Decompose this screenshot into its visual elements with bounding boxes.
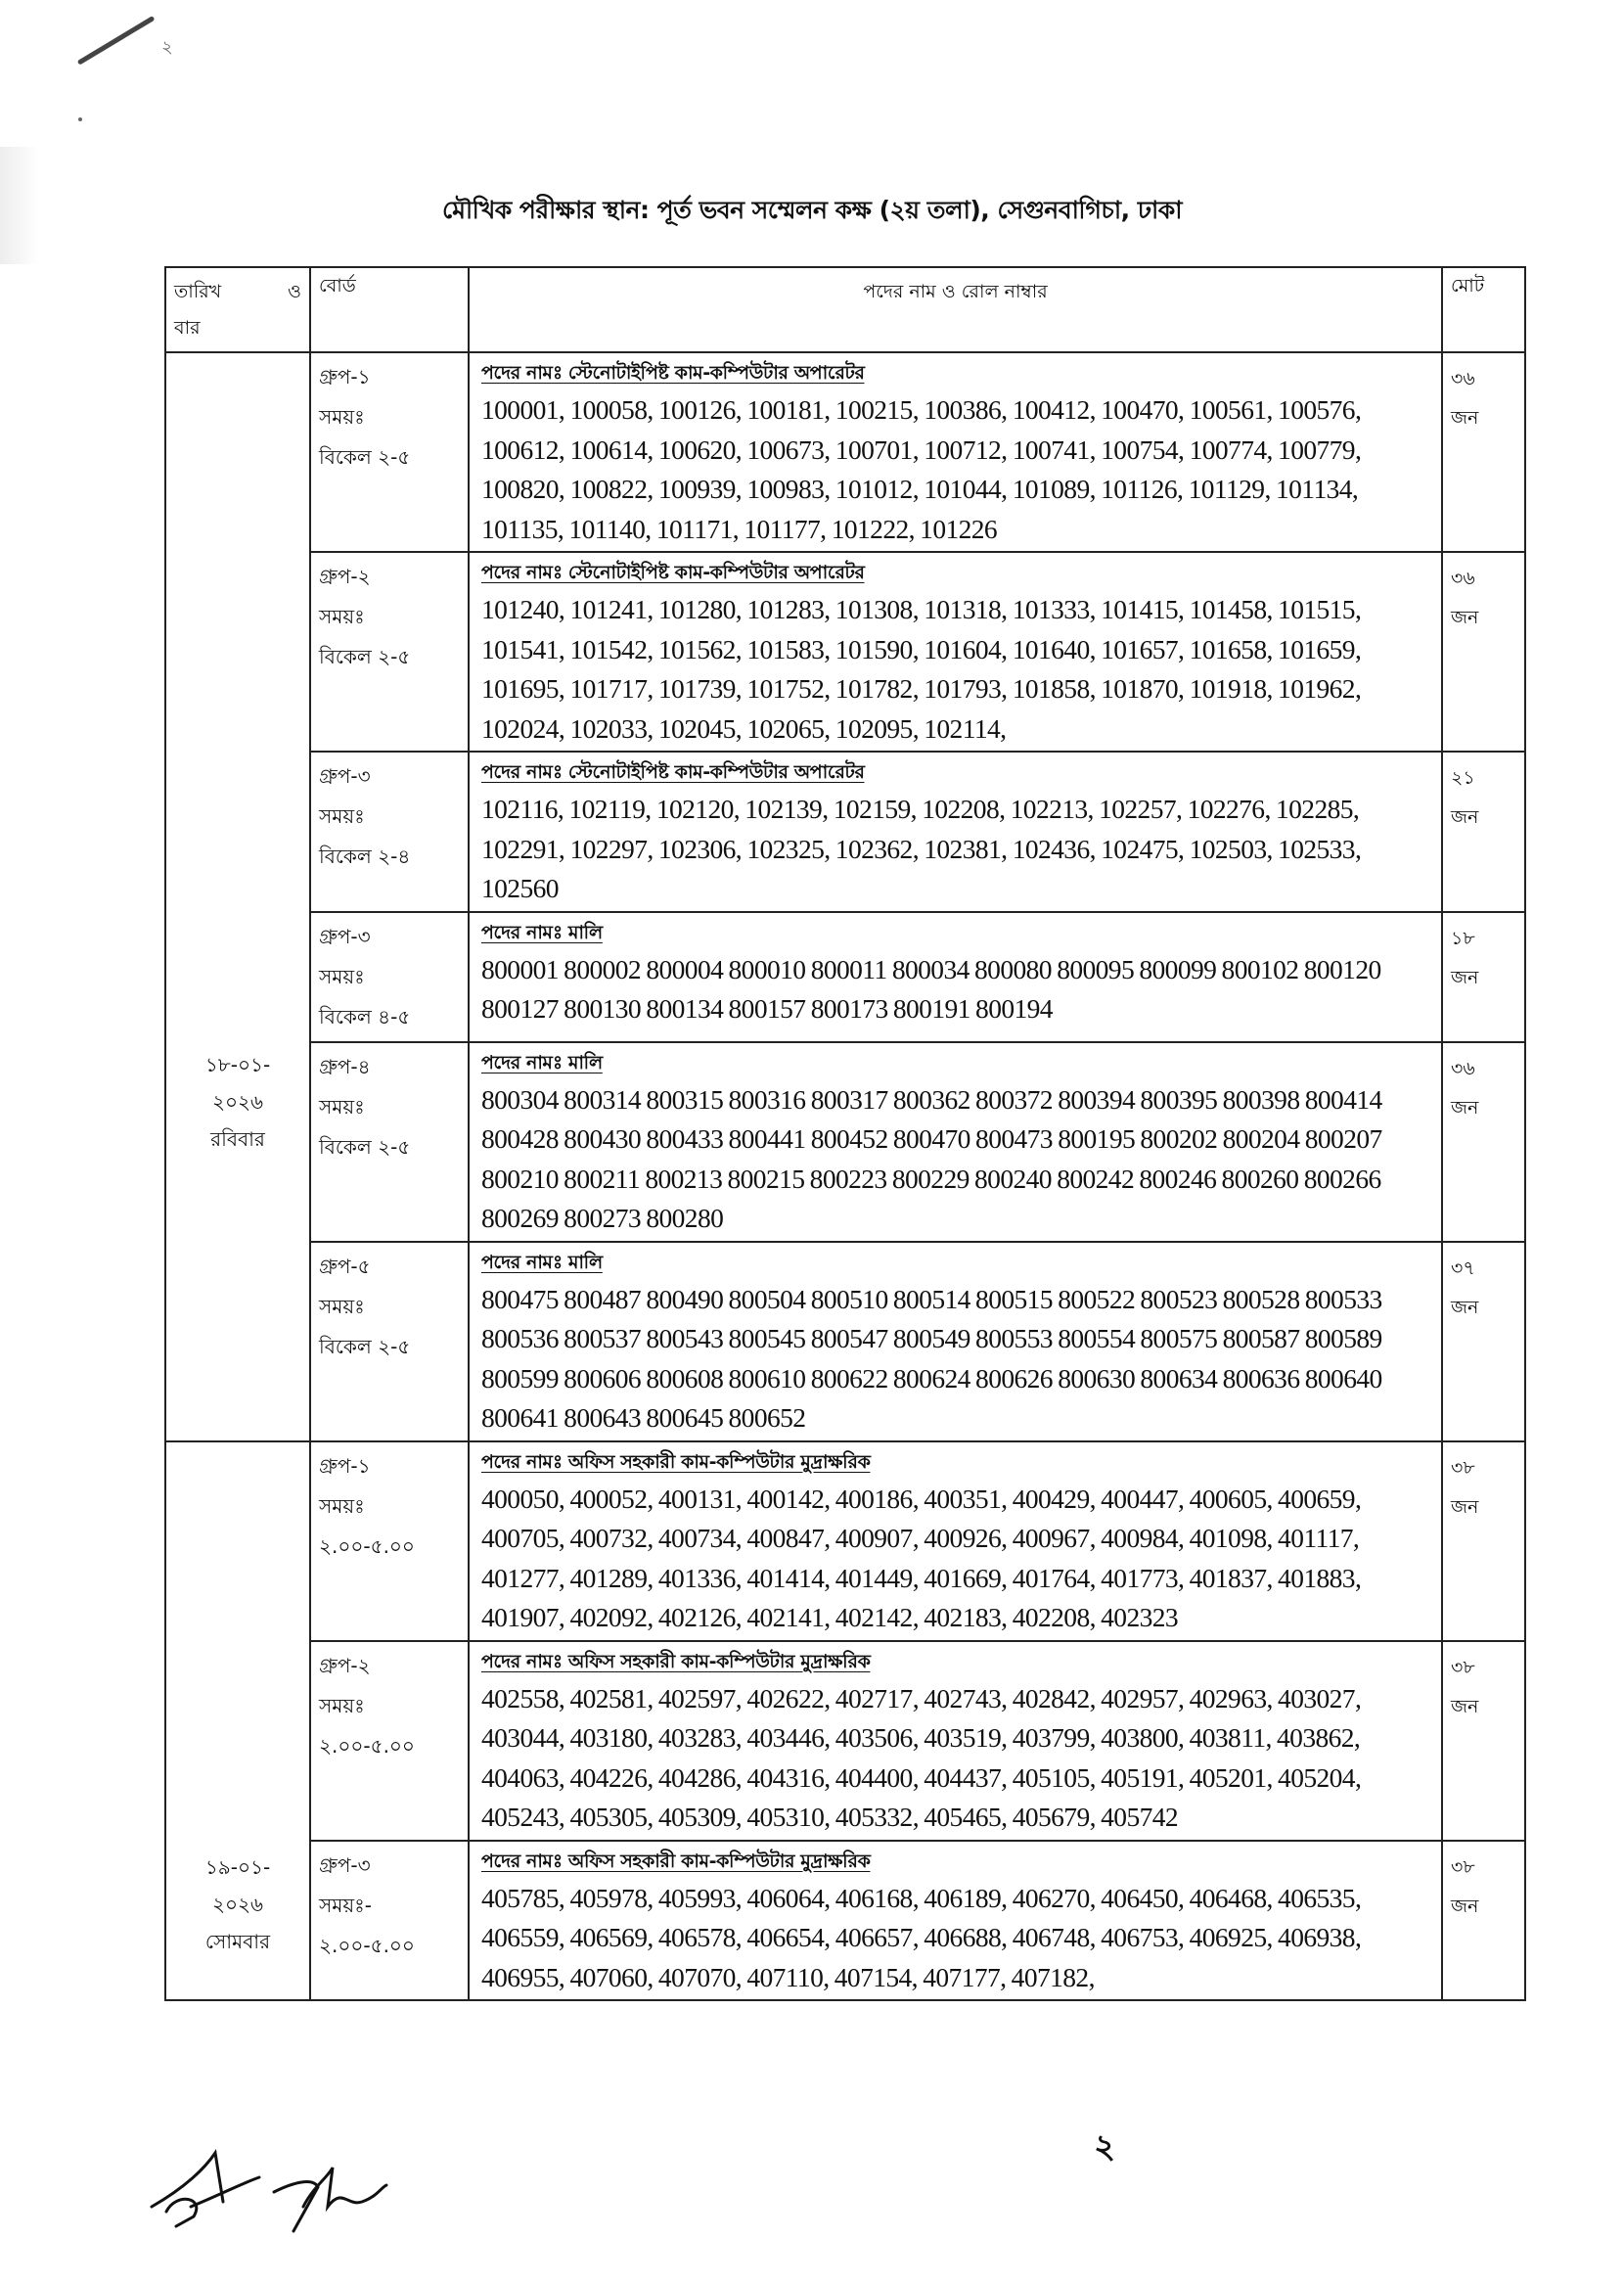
total-count: ২১ xyxy=(1451,767,1475,789)
post-title: পদের নামঃ অফিস সহকারী কাম-কম্পিউটার মুদ্রাক্ষরিক xyxy=(481,1850,871,1872)
header-date-and: ও xyxy=(288,281,301,302)
time-label: সময়ঃ xyxy=(319,804,365,828)
schedule-row xyxy=(165,352,1525,552)
time-label: সময়ঃ xyxy=(319,964,365,988)
header-day-label: বার xyxy=(174,317,201,339)
post-title: পদের নামঃ স্টেনোটাইপিষ্ট কাম-কম্পিউটার অপারেটর xyxy=(481,562,865,583)
total-unit: জন xyxy=(1451,1096,1479,1119)
total-count: ৩৮ xyxy=(1451,1855,1475,1878)
board-cell xyxy=(310,752,469,912)
roll-numbers: 405785, 405978, 405993, 406064, 406168, 406189, 406270, 406450, 406468, 406535, 406559, 406569, 406578, 406654, 406657, 406688, 406748, 406753, 406925, 406938, 406955, 407060, 407070, 407110, 407154, 407177, 407182, xyxy=(481,1882,1362,1992)
roll-numbers: 800475 800487 800490 800504 800510 800514 800515 800522 800523 800528 800533 800536 800537 800543 800545 800547 800549 800553 800554 800575 800587 800589 800599 800606 800608 800610 800622 800624 800626 800630 800634 800636 800640 800641 800643 800645 800652 xyxy=(481,1283,1382,1433)
total-count: ৩৮ xyxy=(1451,1456,1475,1479)
posts-cell xyxy=(469,752,1442,912)
total-cell xyxy=(1442,1042,1525,1242)
pen-mark-icon xyxy=(77,16,156,66)
total-unit: জন xyxy=(1451,407,1479,429)
time-value: ২.০০-৫.০০ xyxy=(319,1533,415,1558)
date-line-1: ১৮-০১- xyxy=(204,1053,271,1077)
header-date-label: তারিখ xyxy=(174,281,222,302)
time-value: ২.০০-৫.০০ xyxy=(319,1733,415,1758)
post-title: পদের নামঃ স্টেনোটাইপিষ্ট কাম-কম্পিউটার অপারেটর xyxy=(481,761,865,783)
roll-numbers: 800304 800314 800315 800316 800317 800362 800372 800394 800395 800398 800414 800428 800430 800433 800441 800452 800470 800473 800195 800202 800204 800207 800210 800211 800213 800215 800223 800229 800240 800242 800246 800260 800266 800269 800273 800280 xyxy=(481,1083,1382,1233)
posts-cell xyxy=(469,352,1442,552)
post-title: পদের নামঃ অফিস সহকারী কাম-কম্পিউটার মুদ্রাক্ষরিক xyxy=(481,1450,871,1473)
group-label: গ্রুপ-১ xyxy=(319,365,371,388)
total-cell xyxy=(1442,752,1525,912)
roll-numbers: 100001, 100058, 100126, 100181, 100215, 100386, 100412, 100470, 100561, 100576, 100612, 100614, 100620, 100673, 100701, 100712, 100741, 100754, 100774, 100779, 100820, 100822, 100939, 100983, 101012, 101044, 101089, 101126, 101129, 101134, 101135, 101140, 101171, 101177, 101222, 101226 xyxy=(481,394,1362,544)
group-label: গ্রুপ-২ xyxy=(319,1653,371,1677)
schedule-row xyxy=(165,1042,1525,1242)
time-label: সময়ঃ xyxy=(319,405,365,429)
page-number: ২ xyxy=(1094,2127,1116,2167)
interview-schedule-table xyxy=(164,266,1526,2001)
schedule-row xyxy=(165,752,1525,912)
total-cell xyxy=(1442,552,1525,752)
group-label: গ্রুপ-২ xyxy=(319,565,371,588)
time-value: বিকেল ২-৫ xyxy=(319,1134,411,1159)
schedule-row xyxy=(165,1641,1525,1841)
total-cell xyxy=(1442,912,1525,1042)
ink-dot xyxy=(78,117,82,121)
header-posts: পদের নাম ও রোল নাম্বার xyxy=(469,267,1442,352)
schedule-row xyxy=(165,1841,1525,2001)
post-title: পদের নামঃ স্টেনোটাইপিষ্ট কাম-কম্পিউটার অপারেটর xyxy=(481,362,865,384)
schedule-row xyxy=(165,1242,1525,1441)
total-count: ৩৬ xyxy=(1451,568,1475,589)
posts-cell xyxy=(469,1242,1442,1441)
group-label: গ্রুপ-৫ xyxy=(319,1254,371,1278)
total-count: ৩৬ xyxy=(1451,1057,1475,1079)
schedule-row xyxy=(165,552,1525,752)
time-value: বিকেল ২-৪ xyxy=(319,845,411,868)
time-label: সময়ঃ xyxy=(319,1693,365,1717)
total-unit: জন xyxy=(1451,607,1479,628)
total-unit: জন xyxy=(1451,1495,1479,1518)
header-date xyxy=(165,267,310,352)
time-value: ২.০০-৫.০০ xyxy=(319,1933,415,1957)
group-label: গ্রুপ-৪ xyxy=(319,1054,371,1078)
posts-cell xyxy=(469,1441,1442,1641)
board-cell xyxy=(310,1441,469,1641)
time-label: সময়ঃ xyxy=(319,605,365,628)
group-label: গ্রুপ-৩ xyxy=(319,924,371,948)
date-line-2: ২০২৬ xyxy=(211,1090,264,1115)
board-cell xyxy=(310,1641,469,1841)
total-unit: জন xyxy=(1451,1895,1479,1917)
time-value: বিকেল ২-৫ xyxy=(319,645,411,668)
post-title: পদের নামঃ অফিস সহকারী কাম-কম্পিউটার মুদ্রাক্ষরিক xyxy=(481,1650,871,1672)
posts-cell xyxy=(469,912,1442,1042)
post-title: পদের নামঃ মালি xyxy=(481,1051,603,1073)
total-count: ৩৭ xyxy=(1451,1256,1475,1279)
posts-cell xyxy=(469,1042,1442,1242)
total-cell xyxy=(1442,1641,1525,1841)
schedule-body xyxy=(165,352,1525,2000)
roll-numbers: 102116, 102119, 102120, 102139, 102159, 102208, 102213, 102257, 102276, 102285, 102291, 102297, 102306, 102325, 102362, 102381, 102436, 102475, 102503, 102533, 102560 xyxy=(481,794,1362,903)
date-line-2: ২০২৬ xyxy=(211,1893,264,1916)
total-count: ৩৮ xyxy=(1451,1656,1475,1678)
post-title: পদের নামঃ মালি xyxy=(481,1251,603,1273)
time-value: বিকেল ২-৫ xyxy=(319,445,411,469)
board-cell xyxy=(310,352,469,552)
header-total: মোট xyxy=(1442,267,1525,352)
posts-cell xyxy=(469,1641,1442,1841)
total-cell xyxy=(1442,1242,1525,1441)
time-label: সময়ঃ xyxy=(319,1094,365,1119)
group-label: গ্রুপ-৩ xyxy=(319,1852,371,1877)
total-count: ১৮ xyxy=(1451,927,1475,949)
time-label: সময়ঃ xyxy=(319,1294,365,1318)
total-unit: জন xyxy=(1451,1695,1479,1717)
total-unit: জন xyxy=(1451,1296,1479,1318)
header-row xyxy=(165,267,1525,352)
margin-note: ২ xyxy=(161,37,173,57)
venue-heading: মৌখিক পরীক্ষার স্থান: পূর্ত ভবন সম্মেলন কক্ষ (২য় তলা), সেগুনবাগিচা, ঢাকা xyxy=(441,196,1183,224)
time-value: বিকেল ৪-৫ xyxy=(319,1004,411,1028)
time-value: বিকেল ২-৫ xyxy=(319,1334,411,1358)
total-cell xyxy=(1442,1441,1525,1641)
schedule-row xyxy=(165,912,1525,1042)
header-board: বোর্ড xyxy=(310,267,469,352)
group-label: গ্রুপ-১ xyxy=(319,1453,371,1478)
group-label: গ্রুপ-৩ xyxy=(319,764,371,788)
posts-cell xyxy=(469,1841,1442,2001)
total-unit: জন xyxy=(1451,806,1479,828)
board-cell xyxy=(310,912,469,1042)
post-title: পদের নামঃ মালি xyxy=(481,921,603,943)
board-cell xyxy=(310,1042,469,1242)
date-line-1: ১৯-০১- xyxy=(204,1855,271,1879)
roll-numbers: 800001 800002 800004 800010 800011 800034 800080 800095 800099 800102 800120 800127 800130 800134 800157 800173 800191 800194 xyxy=(481,953,1381,1024)
total-cell xyxy=(1442,1841,1525,2001)
total-cell xyxy=(1442,352,1525,552)
weekday: রবিবার xyxy=(210,1127,265,1152)
date-cell xyxy=(165,352,310,1441)
schedule-row xyxy=(165,1441,1525,1641)
roll-numbers: 101240, 101241, 101280, 101283, 101308, 101318, 101333, 101415, 101458, 101515, 101541, 101542, 101562, 101583, 101590, 101604, 101640, 101657, 101658, 101659, 101695, 101717, 101739, 101752, 101782, 101793, 101858, 101870, 101918, 101962, 102024, 102033, 102045, 102065, 102095, 102114, xyxy=(481,594,1362,744)
total-count: ৩৬ xyxy=(1451,368,1475,389)
signature-icon xyxy=(147,2148,460,2236)
board-cell xyxy=(310,1841,469,2001)
weekday: সোমবার xyxy=(204,1930,271,1953)
roll-numbers: 402558, 402581, 402597, 402622, 402717, 402743, 402842, 402957, 402963, 403027, 403044, 403180, 403283, 403446, 403506, 403519, 403799, 403800, 403811, 403862, 404063, 404226, 404286, 404316, 404400, 404437, 405105, 405191, 405201, 405204, 405243, 405305, 405309, 405310, 405332, 405465, 405679, 405742 xyxy=(481,1682,1362,1832)
board-cell xyxy=(310,552,469,752)
time-label: সময়ঃ xyxy=(319,1493,365,1518)
time-label: সময়ঃ- xyxy=(319,1893,372,1917)
date-cell xyxy=(165,1441,310,2001)
posts-cell xyxy=(469,552,1442,752)
total-unit: জন xyxy=(1451,966,1479,988)
roll-numbers: 400050, 400052, 400131, 400142, 400186, 400351, 400429, 400447, 400605, 400659, 400705, 400732, 400734, 400847, 400907, 400926, 400967, 400984, 401098, 401117, 401277, 401289, 401336, 401414, 401449, 401669, 401764, 401773, 401837, 401883, 401907, 402092, 402126, 402141, 402142, 402183, 402208, 402323 xyxy=(481,1483,1362,1632)
board-cell xyxy=(310,1242,469,1441)
